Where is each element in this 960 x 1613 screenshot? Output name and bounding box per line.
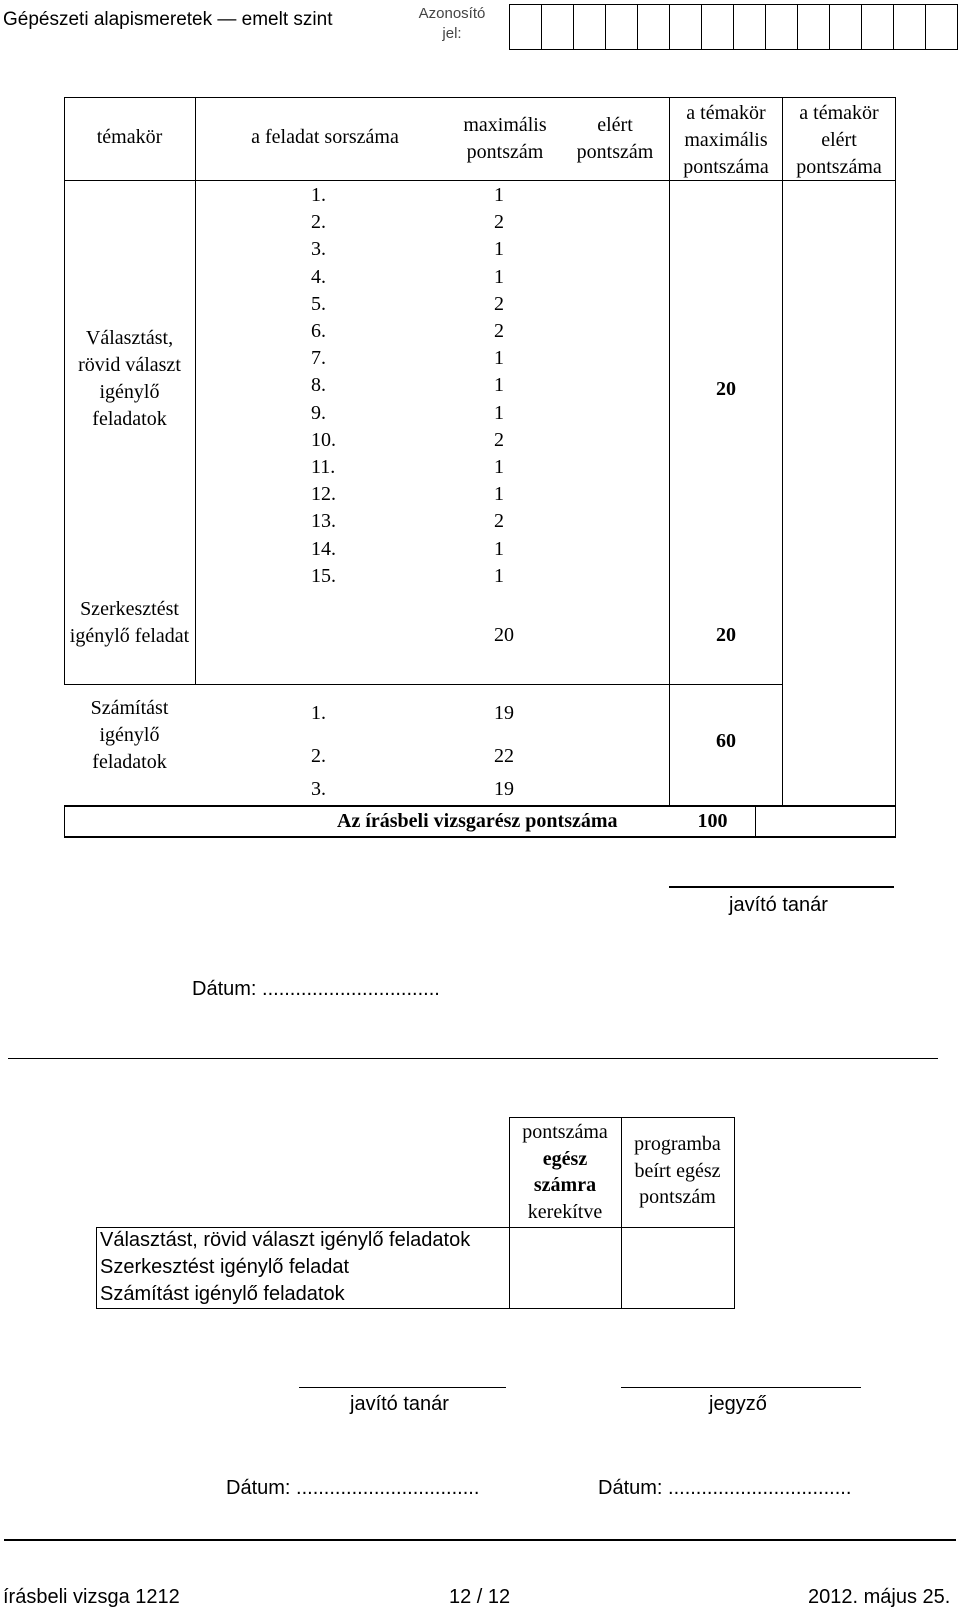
section1-row-max: 2 — [494, 292, 504, 315]
s3-row1-max: 19 — [494, 702, 514, 724]
section1-row-number: 3. — [311, 238, 326, 261]
section2-max: 20 — [494, 624, 514, 646]
grand-total-label: Az írásbeli vizsgarész pontszáma — [337, 810, 618, 832]
s3-row3-max: 19 — [494, 778, 514, 800]
footer-center: 12 / 12 — [449, 1586, 511, 1608]
section1-row-max: 1 — [494, 401, 504, 424]
header-sorszam: a feladat sorszáma — [251, 126, 399, 148]
t2-row-1: Választást, rövid választ igénylő feladatok — [100, 1229, 471, 1251]
t2-row-3: Számítást igénylő feladatok — [100, 1283, 345, 1305]
section1-row-number: 15. — [311, 564, 336, 587]
header-temakor: témakör — [96, 126, 163, 148]
footer-rule — [4, 1539, 956, 1541]
header-elert: elért pontszám — [576, 114, 654, 163]
document-header-title: Gépészeti alapismeretek — emelt szint — [3, 9, 333, 30]
signature-line-left — [299, 1387, 506, 1388]
signature-role-left: javító tanár — [350, 1393, 449, 1415]
section1-row-number: 14. — [311, 537, 336, 560]
section2-label: Szerkesztést igénylő feladat — [69, 598, 190, 647]
section1-row-number: 8. — [311, 374, 326, 397]
date-field-right[interactable]: Dátum: ................................. — [598, 1477, 852, 1499]
section3-total: 60 — [716, 730, 736, 752]
section1-row-max: 2 — [494, 510, 504, 533]
azonosito-label: Azonosító jel: — [418, 5, 486, 42]
azonosito-boxes[interactable] — [509, 4, 958, 50]
section1-row-number: 2. — [311, 211, 326, 234]
section1-row-max: 1 — [494, 265, 504, 288]
t2-row-2: Szerkesztést igénylő feladat — [100, 1256, 350, 1278]
section1-row-max: 2 — [494, 320, 504, 342]
section1-row-max: 1 — [494, 483, 504, 506]
section1-row-max: 1 — [494, 238, 504, 261]
section1-row-number: 1. — [311, 184, 326, 206]
t2-header-col2: programba beírt egész pontszám — [634, 1133, 721, 1208]
t2-header-col1: pontszáma egész számra kerekítve — [522, 1121, 608, 1223]
section1-row-max: 1 — [494, 456, 504, 478]
date-field-left[interactable]: Dátum: ................................. — [226, 1477, 480, 1499]
section1-row-max: 1 — [494, 564, 504, 587]
signature-role: javító tanár — [729, 894, 828, 916]
section1-row-number: 13. — [311, 510, 336, 533]
footer-left: írásbeli vizsga 1212 — [3, 1586, 180, 1608]
section3-label: Számítást igénylő feladatok — [90, 697, 169, 773]
section1-row-number: 11. — [311, 456, 336, 478]
section1-label: Választást, rövid választ igénylő feladatok — [78, 327, 181, 430]
grand-total-value: 100 — [697, 810, 728, 832]
s3-row1-n: 1. — [311, 702, 326, 724]
section1-row-max: 1 — [494, 347, 504, 370]
signature-line-right — [621, 1387, 861, 1388]
header-max: maximális pontszám — [463, 114, 547, 163]
date-field[interactable]: Dátum: ................................ — [192, 978, 440, 1000]
section1-row-number: 10. — [311, 428, 336, 451]
section1-row-number: 5. — [311, 292, 326, 315]
section1-row-number: 12. — [311, 483, 336, 506]
s3-row2-n: 2. — [311, 745, 326, 767]
signature-line — [669, 886, 894, 888]
section1-row-number: 6. — [311, 320, 326, 342]
section1-row-max: 1 — [494, 537, 504, 560]
section1-row-number: 7. — [311, 347, 326, 370]
section2-total: 20 — [716, 624, 736, 646]
header-temakor-elert: a témakör elért pontszáma — [796, 102, 882, 178]
section1-total: 20 — [716, 378, 736, 400]
section1-row-number: 9. — [311, 401, 326, 424]
section1-row-max: 1 — [494, 374, 504, 397]
footer-right: 2012. május 25. — [808, 1586, 951, 1608]
signature-role-right: jegyző — [709, 1393, 767, 1415]
section1-row-max: 2 — [494, 211, 504, 234]
header-temakor-max: a témakör maximális pontszáma — [683, 102, 769, 178]
section1-row-number: 4. — [311, 265, 326, 288]
s3-row2-max: 22 — [494, 745, 514, 767]
section1-row-max: 1 — [494, 184, 504, 206]
section1-row-max: 2 — [494, 428, 504, 451]
s3-row3-n: 3. — [311, 778, 326, 800]
section-divider — [8, 1058, 938, 1059]
